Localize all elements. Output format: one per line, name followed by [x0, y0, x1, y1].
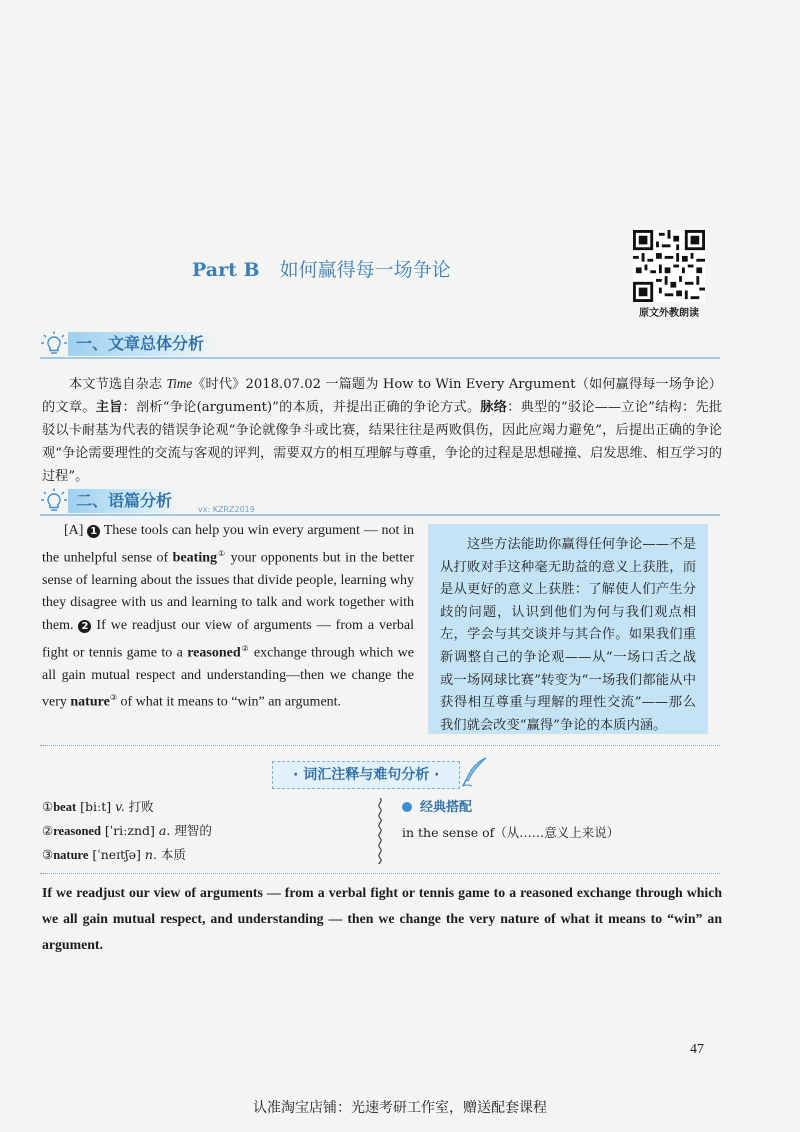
keyword-nature: nature [70, 695, 110, 711]
qr-code-icon[interactable] [633, 230, 705, 302]
vocab-item: ③nature [ˈneɪtʃə] n. 本质 [42, 847, 186, 862]
translation-box [428, 524, 708, 734]
section2-header [40, 488, 720, 516]
article-overview: 本文节选自杂志 Time《时代》2018.07.02 一篇题为 How to Win Every Argument（如何赢得每一场争论）的文章。主旨：剖析“争论(argument)”的本质，并提出正确的争论方式。脉络：典型的“驳论——立论”结构：先批驳以卡耐基为代表的错误争论观“争论就像争斗或比赛，结果往往是两败俱伤，因此应竭力避免”，后提出正确的争论观“争论需要理性的交流与客观的评判，需要双方的相互理解与尊重，争论的过程是思想碰撞、启发思维、相互学习的过程”。 [42, 376, 723, 484]
sentence-number-2: 2 [78, 620, 91, 633]
hard-sentence: If we readjust our view of arguments — from a verbal fight or tennis game to a reasoned exchange through which we all gain mutual respect, and understanding — then we change the very nature of what it means to “win” an argument. [42, 885, 722, 952]
lightbulb-icon [40, 331, 68, 357]
lightbulb-icon [40, 488, 68, 514]
vocab-list [42, 795, 362, 867]
translation-text: 这些方法能助你赢得任何争论——不是从打败对手这种毫无助益的意义上获胜，而是从更好的意义上获胜：了解使人们产生分歧的问题，认识到他们为何与我们观点相左，学会与其交谈并与其合作。如果我们重新调整自己的争论观——从“一场口舌之战或一场网球比赛”转变为“一场我们都能从中获得相互尊重与理解的理性交流”——那么我们就会改变“赢得”争论的本质内涵。 [440, 537, 696, 733]
section1-header [40, 331, 720, 359]
section2-heading: 二、语篇分析 [68, 489, 180, 513]
sentence-number-1: 1 [87, 525, 100, 538]
section1-heading: 一、文章总体分析 [68, 332, 216, 356]
footer-ad: 认准淘宝店铺：光速考研工作室，赠送配套课程 [253, 1100, 547, 1116]
dotted-divider [40, 745, 720, 746]
vocab-item: ②reasoned [ˈriːznd] a. 理智的 [42, 823, 212, 838]
vocab-section-title: · 词汇注释与难句分析 · [272, 761, 460, 789]
bullet-dot-icon [402, 802, 412, 812]
keyword-beating: beating [172, 550, 218, 566]
page-title [192, 255, 451, 282]
spiral-divider [374, 798, 386, 864]
collocation-text: in the sense of（从……意义上来说） [402, 825, 620, 840]
collocation-title: 经典搭配 [420, 800, 473, 815]
watermark: vx: KZRZ2019 [198, 505, 255, 514]
section1-divider [40, 357, 720, 359]
qr-caption: 原文外教朗读 [639, 308, 699, 319]
paragraph-tag: [A] [64, 523, 84, 538]
keyword-reasoned: reasoned [187, 645, 241, 661]
english-passage: [A] 1 These tools can help you win every argument — not in the unhelpful sense of beating① your opponents but in the better sense of learning about the issues that divide people, learning why they disagree with us and learning to talk and work together with them. 2 If we readjust our view of arguments — from a verbal fight or tennis game to a reasoned② exchange through which we all gain mutual respect and understanding—then we change the very nature③ of what it means to “win” an argument. [42, 523, 415, 711]
structure-label: 脉络 [480, 400, 508, 415]
theme-label: 主旨 [95, 400, 123, 415]
collocation-block [402, 796, 619, 841]
section2-divider [40, 514, 720, 516]
vocab-item: ①beat [biːt] v. 打败 [42, 799, 154, 814]
page-number: 47 [690, 1042, 704, 1057]
title-cn: 如何赢得每一场争论 [279, 259, 451, 281]
dotted-divider [40, 873, 720, 874]
quill-pen-icon [458, 756, 490, 788]
part-label: Part B [192, 259, 260, 281]
